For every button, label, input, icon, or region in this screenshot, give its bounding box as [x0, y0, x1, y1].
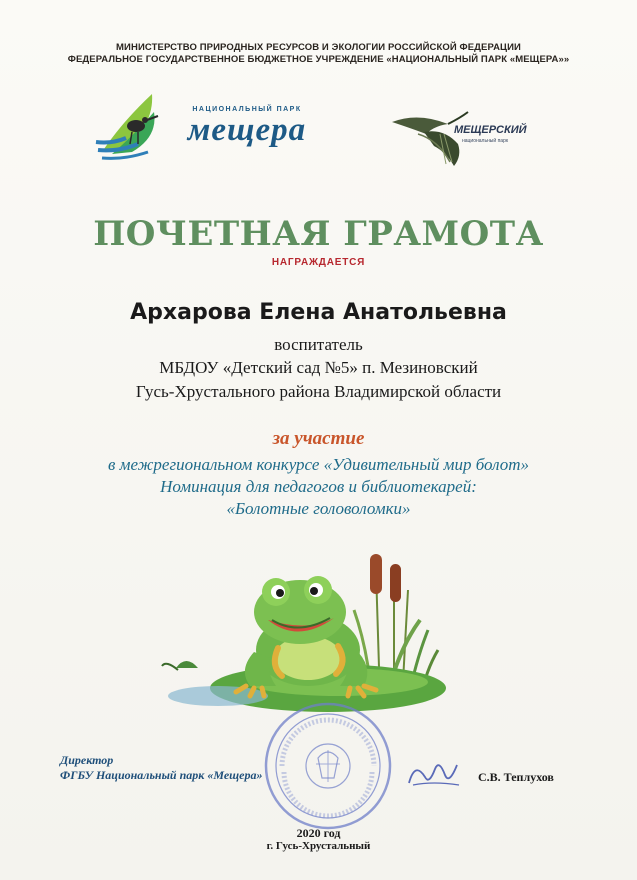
- contest-line-1: в межрегиональном конкурсе «Удивительный мир болот»: [107, 455, 530, 474]
- park-logo: [92, 82, 324, 164]
- water-lily: [162, 661, 198, 670]
- ministry-header: МИНИСТЕРСТВО ПРИРОДНЫХ РЕСУРСОВ И ЭКОЛОГИИ РОССИЙСКОЙ ФЕДЕРАЦИИ: [116, 42, 521, 53]
- institution-header: ФЕДЕРАЛЬНОЕ ГОСУДАРСТВЕННОЕ БЮДЖЕТНОЕ УЧРЕЖДЕНИЕ «НАЦИОНАЛЬНЫЙ ПАРК «МЕЩЕРА»»: [67, 54, 570, 65]
- recipient-name: Архарова Елена Анатольевна: [130, 300, 507, 325]
- director-name: С.В. Теплухов: [478, 770, 554, 784]
- park-logo-small-text: НАЦИОНАЛЬНЫЙ ПАРК: [192, 106, 302, 113]
- official-stamp: [262, 700, 394, 832]
- recipient-region: Гусь-Хрустального района Владимирской области: [135, 382, 502, 401]
- meshchersky-logo-subtitle: национальный парк: [462, 138, 509, 144]
- certificate-subtitle: НАГРАЖДАЕТСЯ: [271, 257, 366, 268]
- frog: [236, 576, 376, 696]
- crane-logo-icon: [388, 104, 478, 168]
- park-logo-big-text: мещера: [187, 112, 307, 148]
- handwritten-signature: [405, 755, 465, 791]
- meshchersky-logo-title: МЕЩЕРСКИЙ: [454, 124, 527, 136]
- director-role: Директор: [60, 753, 114, 767]
- recipient-position: воспитатель: [274, 335, 363, 354]
- certificate-title: ПОЧЕТНАЯ ГРАМОТА: [93, 214, 544, 254]
- director-org: ФГБУ Национальный парк «Мещера»: [60, 768, 263, 782]
- heron-logo-icon: [92, 82, 172, 164]
- recipient-organization: МБДОУ «Детский сад №5» п. Мезиновский: [159, 358, 478, 377]
- issue-year: 2020 год: [296, 826, 341, 840]
- contest-line-2: Номинация для педагогов и библиотекарей:: [160, 477, 477, 496]
- meshchersky-logo: [388, 104, 546, 168]
- award-reason: за участие: [272, 428, 365, 449]
- frog-illustration: [158, 540, 460, 716]
- contest-line-3: «Болотные головоломки»: [226, 499, 411, 518]
- issue-city: г. Гусь-Хрустальный: [266, 840, 371, 852]
